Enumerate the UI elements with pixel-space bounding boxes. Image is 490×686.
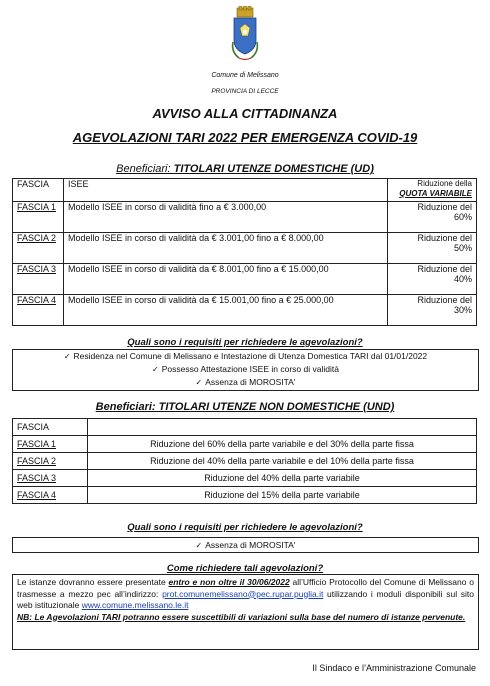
list-item	[13, 376, 478, 389]
fascia-cell: FASCIA 3	[13, 264, 64, 295]
signature: Il Sindaco e l’Amministrazione Comunale	[312, 663, 476, 673]
riduzione-l1: Riduzione del	[417, 202, 472, 212]
fascia-cell: FASCIA 2	[13, 233, 64, 264]
table-row	[13, 202, 477, 233]
how-text-2: all’Ufficio Protocollo del Comune di Melissano o trasmesse a mezzo pec all’indirizzo:	[17, 577, 474, 599]
riduzione-l2: 50%	[453, 243, 472, 253]
nb-note: NB: Le Agevolazioni TARI potranno essere suscettibili di variazioni sulla base del numero di istanze pervenute.	[17, 611, 466, 622]
col-isee: ISEE	[64, 179, 388, 202]
how-text-3: utilizzando i moduli disponibili sul sito web istituzionale	[17, 588, 474, 610]
fascia-cell: FASCIA 1	[13, 436, 88, 453]
col-desc-empty	[88, 419, 477, 436]
how-heading: Come richiedere tali agevolazioni?	[166, 563, 324, 574]
desc-cell: Riduzione del 60% della parte variabile e del 30% della parte fissa	[88, 436, 477, 453]
non-domestic-requisiti-heading: Quali sono i requisiti per richiedere le agevolazioni?	[127, 522, 363, 533]
desc-cell: Riduzione del 15% della parte variabile	[88, 487, 477, 504]
list-item	[13, 363, 478, 376]
riduzione-l1: Riduzione del	[417, 295, 472, 305]
page-title: AVVISO ALLA CITTADINANZA	[152, 106, 338, 121]
domestic-heading-prefix: Beneficiari:	[116, 163, 174, 175]
requisito-text: Residenza nel Comune di Melissano e Intestazione di Utenza Domestica TARI dal 01/01/2022	[73, 351, 428, 361]
isee-cell: Modello ISEE in corso di validità da € 3.001,00 fino a € 8.000,00	[64, 233, 388, 264]
non-domestic-requisiti-box	[12, 537, 479, 553]
table-row	[13, 453, 477, 470]
non-domestic-heading	[0, 401, 490, 413]
riduzione-l1: Riduzione del	[417, 264, 472, 274]
non-domestic-heading-prefix: Beneficiari:	[95, 401, 159, 413]
table-row	[13, 295, 477, 326]
riduzione-cell	[388, 295, 477, 326]
riduzione-cell	[388, 264, 477, 295]
riduzione-l2: 30%	[453, 305, 472, 315]
riduzione-cell	[388, 233, 477, 264]
table-row	[13, 470, 477, 487]
domestic-requisiti-heading: Quali sono i requisiti per richiedere le agevolazioni?	[127, 337, 363, 348]
list-item	[13, 350, 478, 363]
table-row	[13, 436, 477, 453]
col-riduzione	[388, 179, 477, 202]
riduzione-cell	[388, 202, 477, 233]
fascia-cell: FASCIA 4	[13, 487, 88, 504]
how-box	[12, 574, 479, 650]
non-domestic-heading-bold: TITOLARI UTENZE NON DOMESTICHE (UND)	[158, 401, 395, 413]
non-domestic-table	[12, 418, 477, 504]
fascia-cell: FASCIA 2	[13, 453, 88, 470]
requisito-text: Possesso Attestazione ISEE in corso di validità	[161, 364, 339, 374]
table-row	[13, 233, 477, 264]
requisito-text: Assenza di MOROSITA'	[205, 377, 296, 387]
fascia-cell: FASCIA 3	[13, 470, 88, 487]
isee-cell: Modello ISEE in corso di validità fino a € 3.000,00	[64, 202, 388, 233]
table-row	[13, 264, 477, 295]
domestic-table	[12, 178, 477, 326]
riduzione-l2: 40%	[453, 274, 472, 284]
provincia-name: PROVINCIA DI LECCE	[211, 88, 279, 95]
deadline-text: entro e non oltre il 30/06/2022	[168, 577, 290, 587]
desc-cell: Riduzione del 40% della parte variabile	[88, 470, 477, 487]
isee-cell: Modello ISEE in corso di validità da € 15.001,00 fino a € 25.000,00	[64, 295, 388, 326]
col-fascia: FASCIA	[13, 179, 64, 202]
isee-cell: Modello ISEE in corso di validità da € 8.001,00 fino a € 15.000,00	[64, 264, 388, 295]
municipal-crest-icon	[231, 6, 259, 62]
col-riduzione-l1: Riduzione della	[417, 179, 472, 188]
riduzione-l1: Riduzione del	[417, 233, 472, 243]
checkmark-icon: ✓	[63, 352, 71, 361]
domestic-heading-bold: TITOLARI UTENZE DOMESTICHE (UD)	[173, 163, 374, 175]
checkmark-icon: ✓	[195, 378, 203, 387]
requisito-text: Assenza di MOROSITA'	[205, 540, 296, 550]
domestic-heading	[0, 163, 490, 175]
non-domestic-table-header	[13, 419, 477, 436]
website-link[interactable]: www.comune.melissano.le.it	[81, 600, 189, 610]
checkmark-icon: ✓	[152, 365, 159, 374]
table-row	[13, 487, 477, 504]
col-riduzione-l2: QUOTA VARIABILE	[399, 189, 472, 198]
domestic-requisiti-box	[12, 349, 479, 391]
desc-cell: Riduzione del 40% della parte variabile e del 10% della parte fissa	[88, 453, 477, 470]
domestic-table-header	[13, 179, 477, 202]
fascia-cell: FASCIA 1	[13, 202, 64, 233]
page-subtitle: AGEVOLAZIONI TARI 2022 PER EMERGENZA COVID-19	[72, 130, 418, 145]
riduzione-l2: 60%	[453, 212, 472, 222]
how-text-1: Le istanze dovranno essere presentate	[17, 577, 169, 587]
pec-link[interactable]: prot.comunemelissano@pec.rupar.puglia.it	[162, 588, 324, 599]
col-fascia: FASCIA	[13, 419, 88, 436]
checkmark-icon: ✓	[195, 541, 203, 550]
comune-name: Comune di Melissano	[211, 72, 279, 79]
fascia-cell: FASCIA 4	[13, 295, 64, 326]
